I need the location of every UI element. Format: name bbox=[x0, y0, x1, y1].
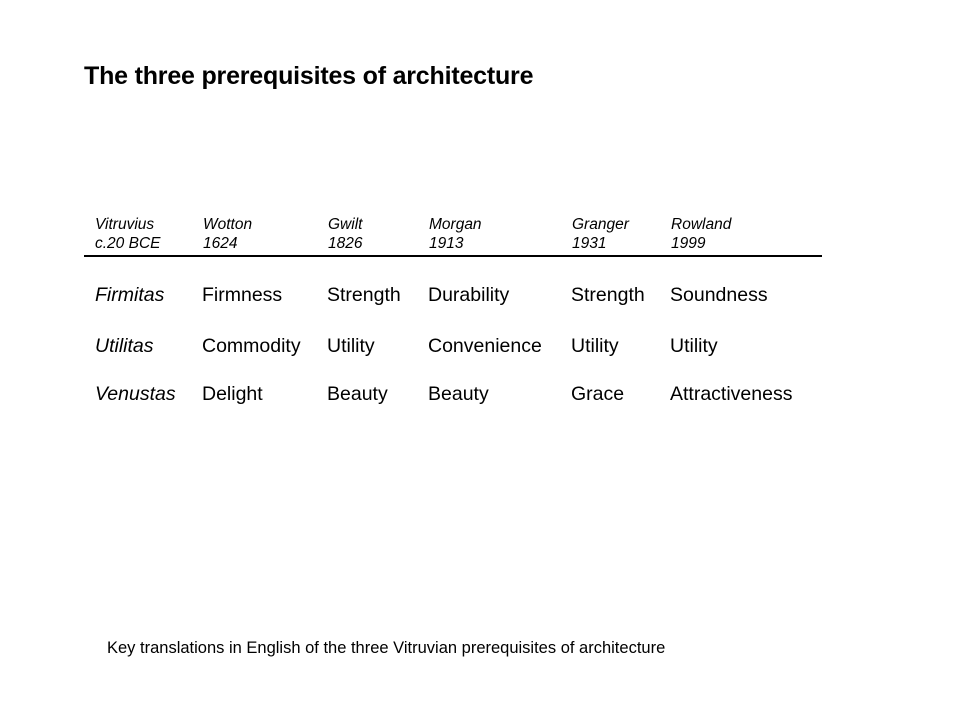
table-cell: Delight bbox=[202, 383, 263, 405]
page-title: The three prerequisites of architecture bbox=[84, 62, 534, 90]
table-cell-latin: Firmitas bbox=[95, 284, 165, 306]
column-date: 1826 bbox=[328, 235, 363, 252]
column-header-granger bbox=[572, 215, 629, 253]
column-date: 1931 bbox=[572, 235, 607, 252]
column-author: Rowland bbox=[671, 216, 732, 233]
column-date: 1624 bbox=[203, 235, 238, 252]
figure-caption: Key translations in English of the three Vitruvian prerequisites of architecture bbox=[107, 639, 666, 657]
table-cell-latin: Utilitas bbox=[95, 335, 154, 357]
table-cell: Utility bbox=[670, 335, 718, 357]
table-cell: Convenience bbox=[428, 335, 542, 357]
column-date: 1913 bbox=[429, 235, 464, 252]
table-cell: Strength bbox=[327, 284, 401, 306]
table-cell: Durability bbox=[428, 284, 510, 306]
column-header-vitruvius bbox=[95, 215, 160, 253]
table-cell: Grace bbox=[571, 383, 625, 405]
table-cell: Beauty bbox=[428, 383, 489, 405]
table-cell: Strength bbox=[571, 284, 645, 306]
table-cell: Commodity bbox=[202, 335, 301, 357]
column-author: Gwilt bbox=[328, 216, 363, 233]
column-author: Wotton bbox=[203, 216, 253, 233]
table-cell: Utility bbox=[327, 335, 375, 357]
column-date: c.20 BCE bbox=[95, 235, 161, 252]
column-date: 1999 bbox=[671, 235, 706, 252]
column-header-gwilt bbox=[328, 215, 362, 253]
table-cell: Utility bbox=[571, 335, 619, 357]
column-header-rowland bbox=[671, 215, 731, 253]
column-header-wotton bbox=[203, 215, 252, 253]
column-author: Granger bbox=[572, 216, 629, 233]
header-divider bbox=[84, 255, 822, 257]
column-header-morgan bbox=[429, 215, 482, 253]
column-author: Morgan bbox=[429, 216, 482, 233]
column-author: Vitruvius bbox=[95, 216, 155, 233]
table-cell: Firmness bbox=[202, 284, 283, 306]
table-cell: Beauty bbox=[327, 383, 388, 405]
table-cell-latin: Venustas bbox=[95, 383, 176, 405]
table-cell: Attractiveness bbox=[670, 383, 793, 405]
table-cell: Soundness bbox=[670, 284, 768, 306]
